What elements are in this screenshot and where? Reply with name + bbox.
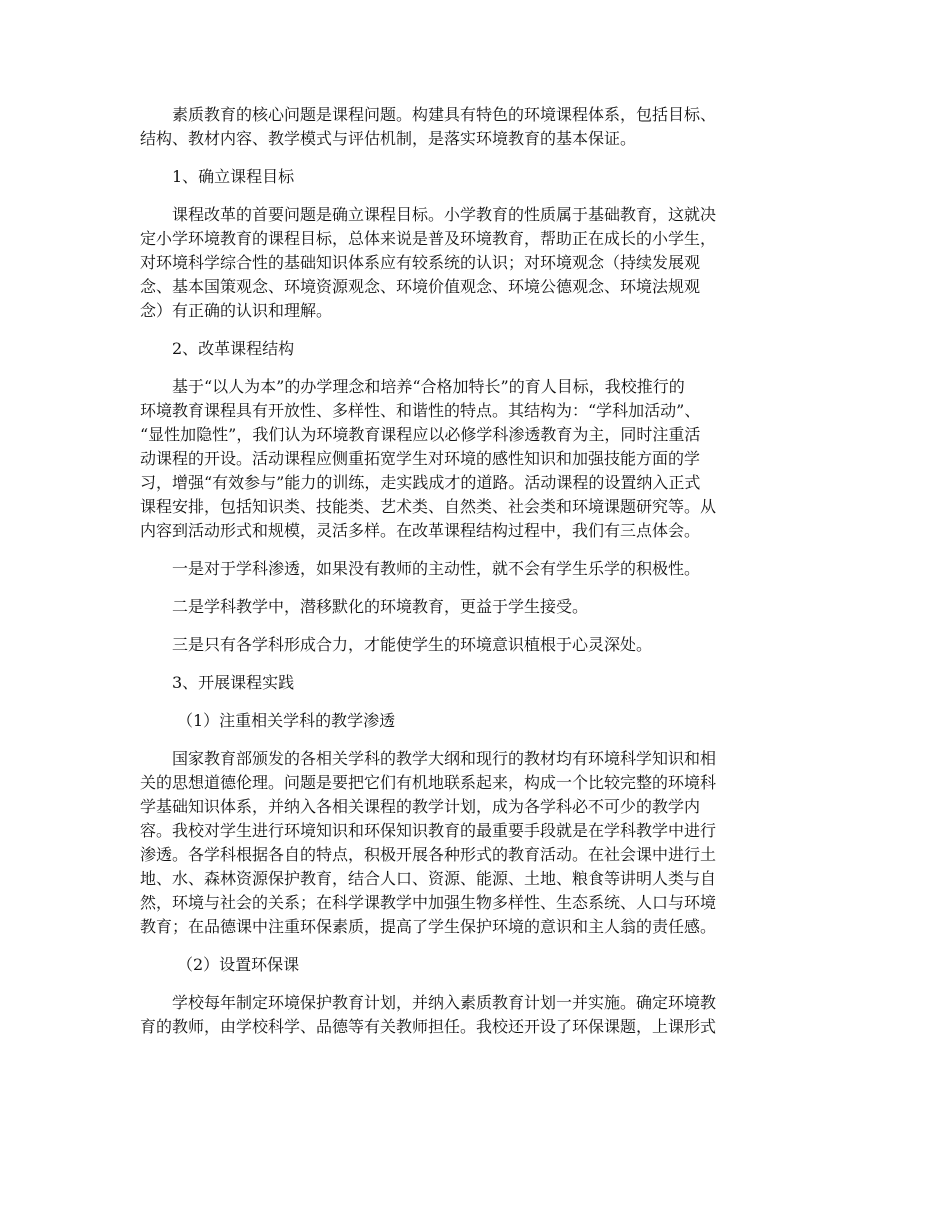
- section-heading-3: 3、开展课程实践: [172, 673, 295, 692]
- paragraph-point-three: 三是只有各学科形成合力，才能使学生的环境意识植根于心灵深处。: [172, 635, 653, 654]
- paragraph-point-one: 一是对于学科渗透，如果没有教师的主动性，就不会有学生乐学的积极性。: [172, 559, 701, 578]
- subsection-heading-1: （1）注重相关学科的教学渗透: [177, 711, 396, 730]
- section-heading-2: 2、改革课程结构: [172, 339, 295, 358]
- paragraph-course-structure: 基于“以人为本”的办学理念和培养“合格加特长”的育人目标，我校推行的 环境教育课程具有开放性、多样性、和谐性的特点。其结构为：“学科加活动”、 “显性加隐性”，我们认为环境教育课程应以必修学科渗透教育为主，同时注重活 动课程的开设。活动课程应侧重拓宽学生对环境的感性知识和加强技能方面的学 习，增强“有效参与”能力的训练，走实践成才的道路。活动课程的设置纳入正式 课程安排，包括知识类、技能类、艺术类、自然类、社会类和环境课题研究等。从 内容到活动形式和规模，灵活多样。在改革课程结构过程中，我们有三点体会。: [140, 377, 717, 540]
- subsection-heading-2: （2）设置环保课: [177, 955, 300, 974]
- paragraph-course-goals: 课程改革的首要问题是确立课程目标。小学教育的性质属于基础教育，这就决 定小学环境教育的课程目标，总体来说是普及环境教育，帮助正在成长的小学生， 对环境科学综合性的基础知识体系应有较系统的认识；对环境观念（持续发展观 念、基本国策观念、环境资源观念、环境价值观念、环境公德观念、环境法规观 念）有正确的认识和理解。: [140, 205, 717, 320]
- intro-paragraph: 素质教育的核心问题是课程问题。构建具有特色的环境课程体系，包括目标、 结构、教材内容、教学模式与评估机制，是落实环境教育的基本保证。: [140, 105, 717, 148]
- paragraph-point-two: 二是学科教学中，潜移默化的环境教育，更益于学生接受。: [172, 597, 589, 616]
- section-heading-1: 1、确立课程目标: [172, 167, 295, 186]
- paragraph-environment-class: 学校每年制定环境保护教育计划，并纳入素质教育计划一并实施。确定环境教 育的教师，由学校科学、品德等有关教师担任。我校还开设了环保课题，上课形式: [140, 993, 717, 1036]
- paragraph-subject-integration: 国家教育部颁发的各相关学科的教学大纲和现行的教材均有环境科学知识和相 关的思想道德伦理。问题是要把它们有机地联系起来，构成一个比较完整的环境科 学基础知识体系，并纳入各相关课程的教学计划，成为各学科必不可少的教学内 容。我校对学生进行环境知识和环保知识教育的最重要手段就是在学科教学中进行 渗透。各学科根据各自的特点，积极开展各种形式的教育活动。在社会课中进行土 地、水、森林资源保护教育，结合人口、资源、能源、土地、粮食等讲明人类与自 然，环境与社会的关系；在科学课教学中加强生物多样性、生态系统、人口与环境 教育；在品德课中注重环保素质，提高了学生保护环境的意识和主人翁的责任感。: [140, 749, 717, 936]
